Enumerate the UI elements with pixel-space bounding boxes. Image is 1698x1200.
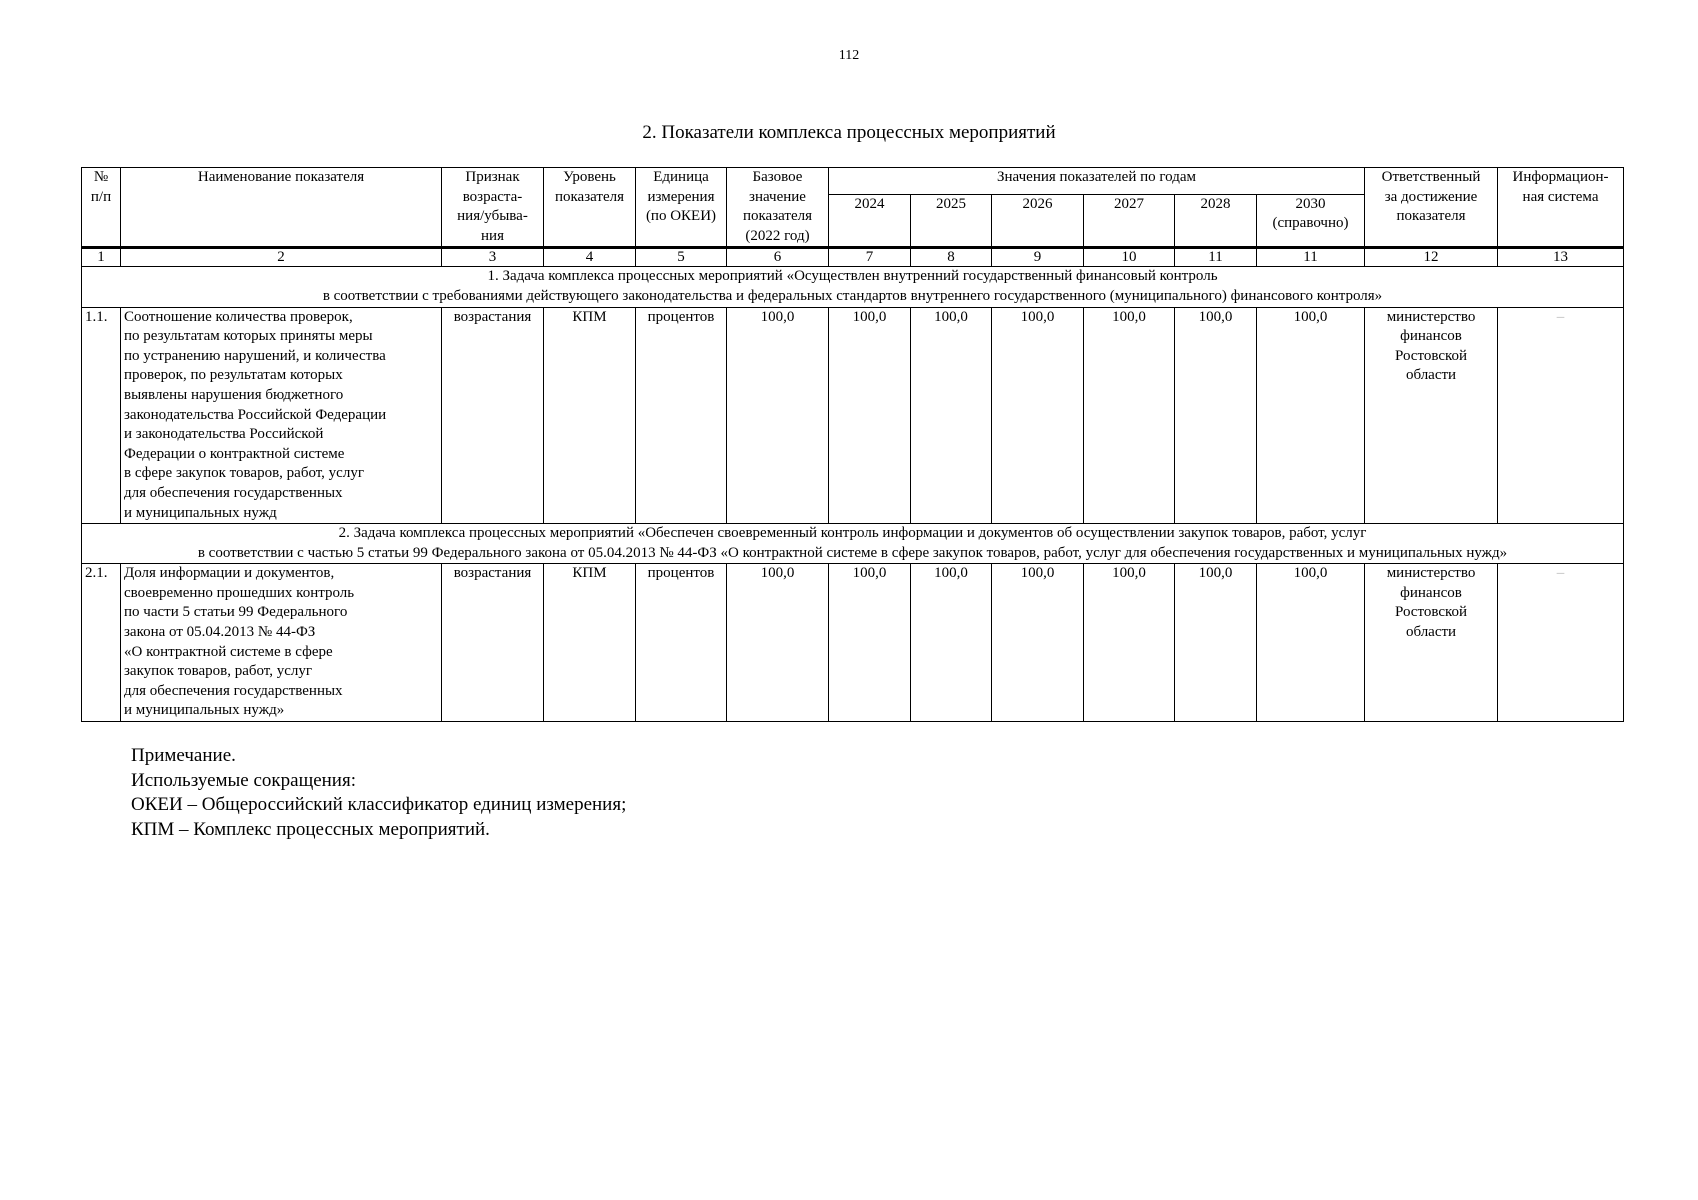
task-title-line: 1. Задача комплекса процессных мероприятий «Осуществлен внутренний государственный финансовый контроль [487, 268, 1218, 285]
column-number: 12 [1365, 248, 1498, 267]
notes [131, 744, 626, 842]
indicator-responsible-line: финансов [1400, 328, 1462, 345]
column-number: 11 [1257, 248, 1365, 267]
column-numbers-row [82, 248, 1624, 267]
indicator-name [121, 564, 442, 722]
column-number: 5 [636, 248, 727, 267]
indicator-responsible-line: министерство [1386, 308, 1476, 325]
indicator-name-line: и муниципальных нужд [124, 504, 277, 521]
indicator-name-line: закупок товаров, работ, услуг [124, 663, 313, 680]
header-level-line: показателя [554, 188, 625, 205]
header-year-2030-line: (справочно) [1272, 215, 1349, 232]
header-unit-line: измерения [647, 188, 715, 205]
header-info-system-line: ная система [1522, 188, 1599, 205]
indicator-name-line: закона от 05.04.2013 № 44-ФЗ [124, 624, 316, 641]
header-base-line: (2022 год) [745, 227, 810, 244]
indicator-info-system [1498, 564, 1624, 722]
header-responsible-line: Ответственный [1381, 169, 1481, 185]
indicator-value: 100,0 [992, 564, 1084, 722]
task-row [82, 524, 1624, 564]
indicator-responsible-line: Ростовской [1394, 604, 1468, 621]
header-year-2030 [1257, 194, 1365, 248]
indicator-responsible-line: области [1405, 367, 1457, 384]
column-number: 7 [829, 248, 911, 267]
indicator-unit: процентов [636, 564, 727, 722]
indicators-table [81, 167, 1624, 722]
task-title-line: в соответствии с частью 5 статьи 99 Федерального закона от 05.04.2013 № 44-ФЗ «О контрактной системе в сфере закупок товаров, работ, услуг для обеспечения государственных и муниципальных нужд» [197, 544, 1508, 561]
indicator-info-system [1498, 307, 1624, 524]
indicator-name-line: в сфере закупок товаров, работ, услуг [124, 465, 364, 482]
indicator-name-line: Доля информации и документов, [124, 565, 335, 582]
indicator-name-line: законодательства Российской Федерации [124, 406, 387, 423]
indicator-responsible [1365, 307, 1498, 524]
indicator-name-line: своевременно прошедших контроль [124, 584, 355, 601]
note-line: Используемые сокращения: [131, 769, 356, 791]
indicator-value: 100,0 [911, 307, 992, 524]
indicator-responsible [1365, 564, 1498, 722]
header-years-group: Значения показателей по годам [829, 168, 1365, 195]
header-unit-line: (по ОКЕИ) [645, 208, 717, 225]
indicator-value: 100,0 [829, 564, 911, 722]
indicator-responsible-line: Ростовской [1394, 347, 1468, 364]
column-number: 3 [442, 248, 544, 267]
indicator-value: 100,0 [911, 564, 992, 722]
task-title [82, 524, 1624, 564]
header-level [544, 168, 636, 248]
indicator-sign: возрастания [442, 307, 544, 524]
indicator-name-line: по устранению нарушений, и количества [124, 347, 386, 364]
indicator-responsible-line: министерство [1386, 565, 1476, 582]
header-base-line: показателя [742, 208, 813, 225]
header-responsible-line: показателя [1396, 208, 1466, 225]
header-sign [442, 168, 544, 248]
info-system-dash: – [1556, 565, 1565, 582]
column-number: 4 [544, 248, 636, 267]
header-responsible-line: за достижение [1384, 188, 1478, 205]
indicator-value: 100,0 [1175, 307, 1257, 524]
header-sign-line: возраста- [462, 188, 523, 205]
header-base [727, 168, 829, 248]
indicator-num: 1.1. [82, 307, 121, 524]
task-title-line: 2. Задача комплекса процессных мероприятий «Обеспечен своевременный контроль информации и документов об осуществлении закупок товаров, работ, услуг [338, 525, 1367, 542]
indicator-row [82, 307, 1624, 524]
indicator-unit: процентов [636, 307, 727, 524]
indicator-base-value: 100,0 [727, 307, 829, 524]
indicator-name-line: для обеспечения государственных [124, 682, 343, 699]
header-year: 2024 [829, 194, 911, 248]
indicator-responsible-line: финансов [1400, 584, 1462, 601]
note-line: ОКЕИ – Общероссийский классификатор единиц измерения; [131, 794, 627, 815]
task-row [82, 267, 1624, 307]
header-sign-line: Признак [465, 169, 520, 185]
task-title [82, 267, 1624, 307]
header-unit [636, 168, 727, 248]
header-info-system [1498, 168, 1624, 248]
indicator-value: 100,0 [1257, 307, 1365, 524]
indicator-name-line: проверок, по результатам которых [124, 367, 343, 384]
indicator-name-line: Соотношение количества проверок, [124, 308, 353, 325]
header-base-line: значение [749, 188, 806, 205]
indicator-base-value: 100,0 [727, 564, 829, 722]
info-system-dash: – [1556, 308, 1565, 325]
column-number: 1 [82, 248, 121, 267]
indicator-name-line: по результатам которых приняты меры [124, 328, 373, 345]
header-name: Наименование показателя [121, 168, 442, 248]
header-responsible [1365, 168, 1498, 248]
header-info-system-line: Информацион- [1512, 169, 1609, 185]
task-title-line: в соответствии с требованиями действующего законодательства и федеральных стандартов внутреннего государственного (муниципального) финансового контроля» [322, 287, 1383, 304]
indicator-name [121, 307, 442, 524]
indicator-value: 100,0 [829, 307, 911, 524]
column-number: 10 [1084, 248, 1175, 267]
indicator-name-line: для обеспечения государственных [124, 484, 343, 501]
note-line: Примечание. [131, 745, 236, 766]
header-sign-line: ния [481, 227, 504, 244]
indicator-name-line: по части 5 статьи 99 Федерального [124, 604, 348, 621]
note-line: КПМ – Комплекс процессных мероприятий. [131, 818, 490, 840]
indicator-num: 2.1. [82, 564, 121, 722]
indicator-sign: возрастания [442, 564, 544, 722]
header-unit-line: Единица [653, 169, 709, 185]
header-base-line: Базовое [752, 169, 803, 185]
indicator-level: КПМ [544, 564, 636, 722]
indicator-level: КПМ [544, 307, 636, 524]
indicator-name-line: Федерации о контрактной системе [124, 445, 345, 462]
header-num-line: № [93, 169, 109, 185]
indicator-responsible-line: области [1405, 624, 1457, 641]
page-number: 112 [838, 48, 860, 63]
indicator-name-line: и законодательства Российской [124, 426, 324, 443]
indicator-row [82, 564, 1624, 722]
header-year: 2025 [911, 194, 992, 248]
header-num-line: п/п [90, 188, 112, 205]
column-number: 13 [1498, 248, 1624, 267]
header-year: 2026 [992, 194, 1084, 248]
header-level-line: Уровень [563, 169, 616, 185]
header-year: 2028 [1175, 194, 1257, 248]
header-num [82, 168, 121, 248]
header-year-2030-line: 2030 [1295, 195, 1326, 212]
column-number: 11 [1175, 248, 1257, 267]
header-year: 2027 [1084, 194, 1175, 248]
indicator-value: 100,0 [1175, 564, 1257, 722]
column-number: 2 [121, 248, 442, 267]
indicator-value: 100,0 [1257, 564, 1365, 722]
indicator-value: 100,0 [1084, 307, 1175, 524]
page-title: 2. Показатели комплекса процессных мероприятий [642, 122, 1056, 143]
column-number: 8 [911, 248, 992, 267]
indicator-value: 100,0 [992, 307, 1084, 524]
indicator-name-line: выявлены нарушения бюджетного [124, 386, 344, 403]
header-row [82, 168, 1624, 195]
column-number: 9 [992, 248, 1084, 267]
header-sign-line: ния/убыва- [457, 208, 528, 225]
indicator-name-line: и муниципальных нужд» [124, 702, 285, 719]
indicator-value: 100,0 [1084, 564, 1175, 722]
indicator-name-line: «О контрактной системе в сфере [124, 643, 333, 660]
column-number: 6 [727, 248, 829, 267]
